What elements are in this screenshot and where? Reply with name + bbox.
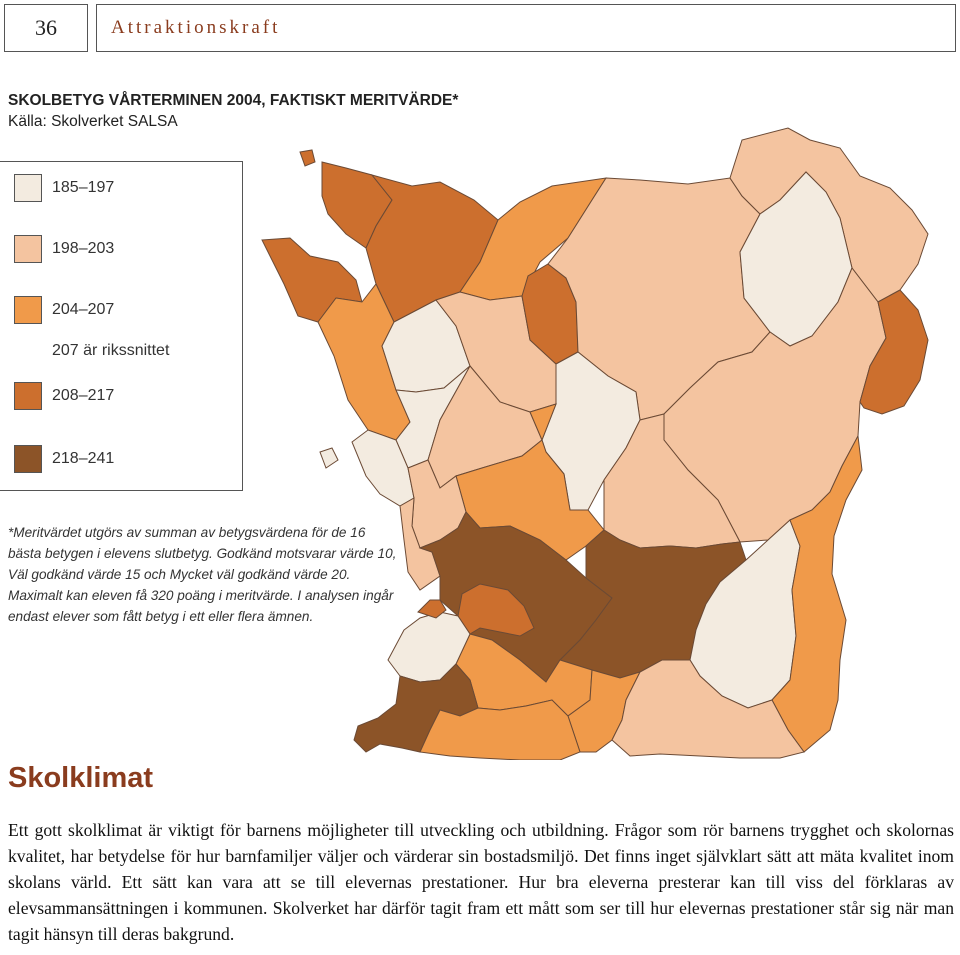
map-title: SKOLBETYG VÅRTERMINEN 2004, FAKTISKT MERITVÄRDE* (8, 92, 459, 109)
legend-swatch (14, 174, 42, 202)
legend-item (14, 382, 114, 410)
legend-label: 185–197 (52, 179, 115, 196)
legend-label: 204–207 (52, 301, 115, 318)
legend-label: 208–217 (52, 387, 115, 404)
legend-swatch (14, 445, 42, 473)
map-source: Källa: Skolverket SALSA (8, 113, 178, 130)
legend-note: 207 är rikssnittet (52, 342, 170, 359)
legend-label: 198–203 (52, 240, 115, 257)
legend-swatch (14, 235, 42, 263)
map-footnote: *Meritvärdet utgörs av summan av betygsvärdena för de 16 bästa betygen i elevens slutbetyg. Godkänd motsvarar värde 10, Väl godkänd värde 15 och Mycket väl godkänd värde 20. Maximalt kan eleven få 320 poäng i meritvärde. I analysen ingår endast elever som fått betyg i ett eller flera ämnen. (8, 525, 397, 624)
map-legend (0, 161, 243, 491)
legend-item (14, 445, 114, 473)
legend-item (14, 174, 114, 202)
page-number: 36 (4, 4, 88, 52)
body-paragraph: Ett gott skolklimat är viktigt för barnens möjligheter till utveckling och utbildning. Frågor som rör barnens trygghet och skolornas kvalitet, har betydelse för hur barnfamiljer väljer och värderar sin bostadsmiljö. Det finns inget självklart sätt att mäta kvalitet inom skolans värld. Ett sätt kan vara att se till elevernas prestationer. Hur bra eleverna presterar kan till viss del förklaras av elevsammansättningen i kommunen. Skolverket har därför tagit fram ett mått som ser till hur elevernas prestationer står sig när man tagit hänsyn till deras bakgrund. (8, 820, 954, 944)
chapter-title: Attraktionskraft (96, 4, 956, 52)
map-island (320, 448, 338, 468)
legend-item (14, 235, 114, 263)
map-island (300, 150, 315, 166)
legend-swatch (14, 296, 42, 324)
section-heading: Skolklimat (8, 762, 154, 794)
legend-label: 218–241 (52, 450, 115, 467)
legend-swatch (14, 382, 42, 410)
legend-item (14, 296, 114, 324)
